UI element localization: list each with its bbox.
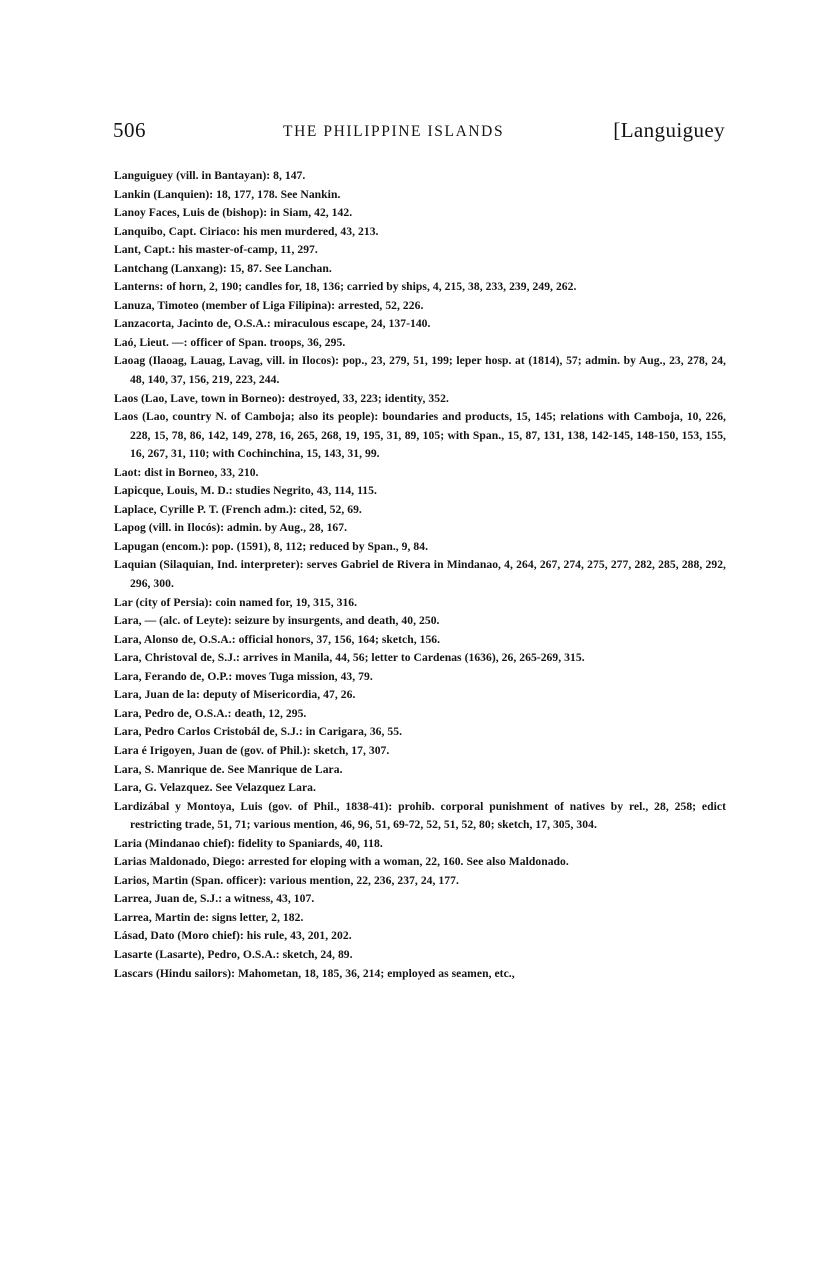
index-entry: Lantchang (Lanxang): 15, 87. See Lanchan. bbox=[114, 261, 332, 275]
index-entry: Lant, Capt.: his master-of-camp, 11, 297. bbox=[114, 243, 318, 257]
index-entry: Lara, — (alc. of Leyte): seizure by insurgents, and death, 40, 250. bbox=[114, 614, 440, 628]
index-entry: Laplace, Cyrille P. T. (French adm.): cited, 52, 69. bbox=[114, 502, 362, 516]
index-entry: Lanzacorta, Jacinto de, O.S.A.: miraculous escape, 24, 137-140. bbox=[114, 317, 431, 331]
page-number: 506 bbox=[113, 118, 146, 142]
running-header bbox=[113, 118, 725, 150]
index-entry: Lanoy Faces, Luis de (bishop): in Siam, 42, 142. bbox=[114, 206, 353, 220]
index-entry: Lapog (vill. in Ilocós): admin. by Aug., 28, 167. bbox=[114, 521, 348, 535]
index-entry: Lara, Christoval de, S.J.: arrives in Manila, 44, 56; letter to Cardenas (1636), 26, 265-269, 315. bbox=[114, 651, 585, 665]
running-head-keyword: [Languiguey bbox=[613, 118, 725, 142]
index-entry: Lar (city of Persia): coin named for, 19, 315, 316. bbox=[114, 595, 358, 609]
index-entry: Larrea, Juan de, S.J.: a witness, 43, 107. bbox=[114, 892, 315, 906]
index-entry: Laos (Lao, Lave, town in Borneo): destroyed, 33, 223; identity, 352. bbox=[114, 391, 449, 405]
index-entry: Larrea, Martin de: signs letter, 2, 182. bbox=[114, 910, 304, 924]
index-entry: Lásad, Dato (Moro chief): his rule, 43, 201, 202. bbox=[114, 929, 352, 943]
index-entry: Lanquibo, Capt. Ciriaco: his men murdered, 43, 213. bbox=[114, 224, 379, 238]
index-entry: Laos (Lao, country N. of Camboja; also its people): boundaries and products, 15, 145; relations with Camboja, 10, 226, 228, 15, 78, 86, 142, 149, 278, 16, 265, 268, 19, 195, 31, 89, 105; with Span., 15, 87, 131, 138, 142-145, 148-150, 153, 155, 16, 267, 31, 110; with Cochinchina, 15, 143, 31, 99. bbox=[114, 410, 726, 461]
index-entry: Lara, Pedro Carlos Cristobál de, S.J.: in Carigara, 36, 55. bbox=[114, 725, 403, 739]
index-entry: Lascars (Hindu sailors): Mahometan, 18, 185, 36, 214; employed as seamen, etc., bbox=[114, 966, 515, 980]
index-entry: Lara é Irigoyen, Juan de (gov. of Phil.): sketch, 17, 307. bbox=[114, 743, 390, 757]
index-entry: Lara, G. Velazquez. See Velazquez Lara. bbox=[114, 781, 316, 795]
index-entry: Lapugan (encom.): pop. (1591), 8, 112; reduced by Span., 9, 84. bbox=[114, 539, 429, 553]
index-entry: Lara, Ferando de, O.P.: moves Tuga mission, 43, 79. bbox=[114, 669, 373, 683]
index-entry: Larios, Martin (Span. officer): various mention, 22, 236, 237, 24, 177. bbox=[114, 873, 459, 887]
index-entries bbox=[114, 167, 726, 983]
index-entry: Laoag (Ilaoag, Lauag, Lavag, vill. in Ilocos): pop., 23, 279, 51, 199; leper hosp. at (1814), 57; admin. by Aug., 23, 278, 24, 48, 140, 37, 156, 219, 223, 244. bbox=[114, 354, 726, 387]
index-entry: Lara, S. Manrique de. See Manrique de Lara. bbox=[114, 762, 343, 776]
index-entry: Lara, Juan de la: deputy of Misericordia, 47, 26. bbox=[114, 688, 356, 702]
index-entry: Laria (Mindanao chief): fidelity to Spaniards, 40, 118. bbox=[114, 836, 383, 850]
index-entry: Lara, Pedro de, O.S.A.: death, 12, 295. bbox=[114, 706, 307, 720]
index-entry: Laquian (Silaquian, Ind. interpreter): serves Gabriel de Rivera in Mindanao, 4, 264, 267, 274, 275, 277, 282, 285, 288, 292, 296, 300. bbox=[114, 558, 726, 591]
index-entry: Lanuza, Timoteo (member of Liga Filipina): arrested, 52, 226. bbox=[114, 298, 424, 312]
index-entry: Lasarte (Lasarte), Pedro, O.S.A.: sketch, 24, 89. bbox=[114, 947, 353, 961]
index-entry: Lankin (Lanquien): 18, 177, 178. See Nankin. bbox=[114, 187, 341, 201]
index-entry: Lara, Alonso de, O.S.A.: official honors, 37, 156, 164; sketch, 156. bbox=[114, 632, 441, 646]
index-entry: Laot: dist in Borneo, 33, 210. bbox=[114, 465, 259, 479]
running-title: THE PHILIPPINE ISLANDS bbox=[283, 123, 505, 140]
index-entry: Lanterns: of horn, 2, 190; candles for, 18, 136; carried by ships, 4, 215, 38, 233, 239, 249, 262. bbox=[114, 280, 577, 294]
index-entry: Lardizábal y Montoya, Luis (gov. of Phil., 1838-41): prohib. corporal punishment of natives by rel., 28, 258; edict restricting trade, 51, 71; various mention, 46, 96, 51, 69-72, 52, 51, 52, 80; sketch, 17, 305, 304. bbox=[114, 799, 726, 832]
index-entry: Lapicque, Louis, M. D.: studies Negrito, 43, 114, 115. bbox=[114, 484, 377, 498]
index-entry: Laó, Lieut. —: officer of Span. troops, 36, 295. bbox=[114, 335, 346, 349]
index-entry: Larias Maldonado, Diego: arrested for eloping with a woman, 22, 160. See also Maldonado. bbox=[114, 855, 569, 869]
index-entry: Languiguey (vill. in Bantayan): 8, 147. bbox=[114, 169, 306, 182]
